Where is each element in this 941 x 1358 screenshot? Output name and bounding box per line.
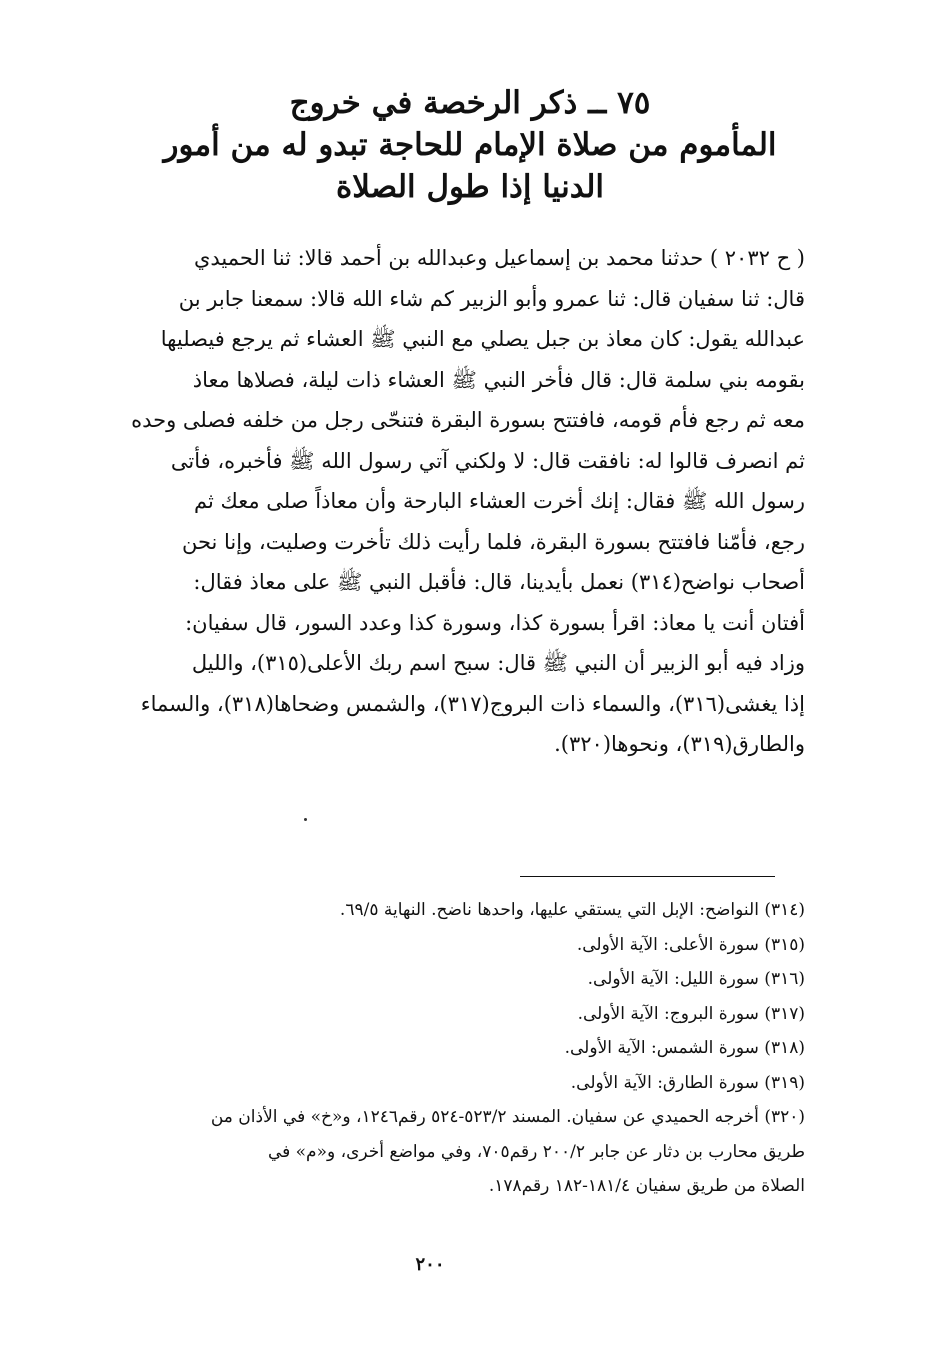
body-line: إذا يغشى(٣١٦)، والسماء ذات البروج(٣١٧)، والشمس وضحاها(٣١٨)، والسماء: [140, 691, 805, 716]
chapter-heading: [120, 82, 820, 208]
footnote-divider: [520, 876, 775, 877]
footnote-319: (٣١٩) سورة الطارق: الآية الأولى.: [570, 1072, 805, 1093]
footnote-316: (٣١٦) سورة الليل: الآية الأولى.: [587, 969, 805, 989]
body-line: ثم انصرف قالوا له: نافقت قال: لا ولكني آتي رسول الله ﷺ فأخبره، فأتى: [170, 448, 805, 473]
body-line: عبدالله يقول: كان معاذ بن جبل يصلي مع النبي ﷺ العشاء ثم يرجع فيصليها: [160, 327, 805, 351]
footnote-315: (٣١٥) سورة الأعلى: الآية الأولى.: [576, 934, 805, 955]
page-number: ٢٠٠: [415, 1254, 445, 1275]
hadith-text: [100, 238, 805, 765]
footnote-318: (٣١٨) سورة الشمس: الآية الأولى.: [564, 1038, 805, 1058]
body-line: وزاد فيه أبو الزبير أن النبي ﷺ قال: سبح اسم ربك الأعلى(٣١٥)، والليل: [191, 651, 805, 675]
stray-mark: [304, 818, 307, 821]
heading-line-1: ٧٥ ــ ذكر الرخصة في خروج: [289, 85, 651, 121]
footnote-314: (٣١٤) النواضح: الإبل التي يستقي عليها، واحدها ناضح. النهاية ٦٩/٥.: [339, 900, 805, 920]
heading-line-3: الدنيا إذا طول الصلاة: [335, 169, 605, 205]
heading-line-2: المأموم من صلاة الإمام للحاجة تبدو له من أمور: [163, 127, 777, 163]
body-line: والطارق(٣١٩)، ونحوها(٣٢٠).: [554, 732, 805, 756]
body-line: أصحاب نواضح(٣١٤) نعمل بأيدينا، قال: فأقبل النبي ﷺ على معاذ فقال:: [193, 570, 805, 594]
footnotes: [100, 893, 805, 1204]
footnote-320: (٣٢٠) أخرجه الحميدي عن سفيان. المسند ٥٢٣/٢-٥٢٤ رقم١٢٤٦، و«خ» في الأذان من: [210, 1107, 805, 1127]
footnote-320-continuation: طريق محارب بن دثار عن جابر ٢٠٠/٢ رقم٧٠٥، وفي مواضع أخرى، و«م» في: [267, 1141, 805, 1162]
footnote-317: (٣١٧) سورة البروج: الآية الأولى.: [577, 1003, 805, 1024]
body-line: ( ح ٢٠٣٢ ) حدثنا محمد بن إسماعيل وعبدالله بن أحمد قالا: ثنا الحميدي: [193, 246, 805, 270]
body-line: أفتان أنت يا معاذ: اقرأ بسورة كذا، وسورة كذا وعدد السور، قال سفيان:: [185, 610, 805, 635]
footnote-320-continuation: الصلاة من طريق سفيان ١٨١/٤-١٨٢ رقم١٧٨.: [488, 1176, 805, 1196]
body-line: قال: ثنا سفيان قال: ثنا عمرو وأبو الزبير كم شاء الله قالا: سمعنا جابر بن: [178, 286, 805, 311]
body-line: رسول الله ﷺ فقال: إنك أخرت العشاء البارحة وأن معاذاً صلى معك ثم: [194, 489, 805, 513]
body-line: رجع، فأمّنا فافتتح بسورة البقرة، فلما رأيت ذلك تأخرت وصليت، وإنا نحن: [181, 529, 805, 554]
body-line: بقومه بني سلمة قال: قال فأخر النبي ﷺ العشاء ذات ليلة، فصلاها معاذ: [192, 367, 805, 392]
body-line: معه ثم رجع فأم قومه، فافتتح بسورة البقرة فتنحّى رجل من خلفه فصلى وحده: [131, 408, 805, 432]
